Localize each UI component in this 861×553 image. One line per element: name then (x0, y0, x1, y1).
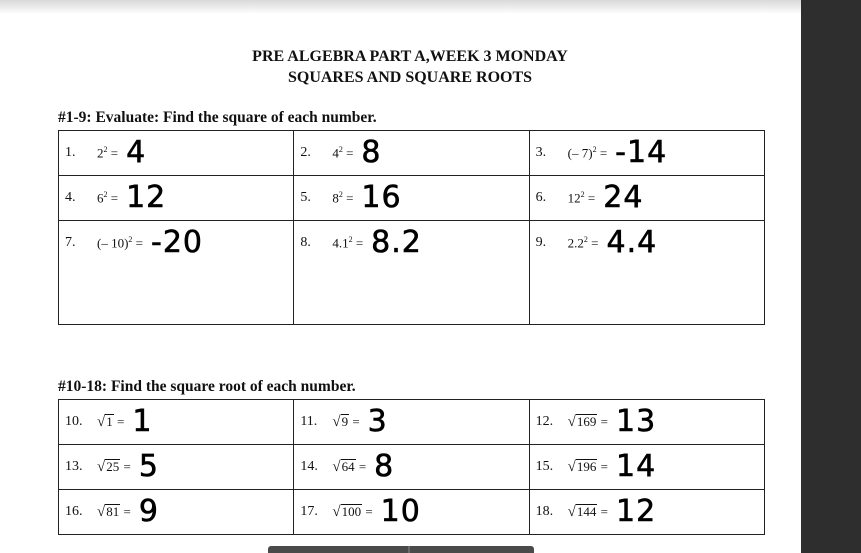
base: (– 10) (97, 235, 129, 251)
equals-sign: = (365, 503, 373, 519)
section-heading-square-roots: #10-18: Find the square root of each number. (58, 378, 356, 395)
equals-sign: = (358, 458, 367, 474)
handwritten-answer: 4.4 (606, 225, 658, 260)
problem-cell (59, 400, 294, 445)
page-subtitle: SQUARES AND SQUARE ROOTS (287, 69, 533, 86)
radicand: 1 (106, 413, 113, 429)
problem-cell (529, 221, 764, 325)
handwritten-answer: 5 (138, 449, 159, 484)
equals-sign: = (346, 145, 354, 161)
base: 2.2 (567, 235, 584, 251)
problem-cell (59, 221, 294, 325)
base: (– 7) (567, 145, 593, 161)
problem-number: 10. (65, 414, 83, 429)
base: 8 (332, 190, 339, 206)
handwritten-answer: 14 (615, 449, 657, 484)
problem-number: 5. (300, 190, 311, 205)
handwritten-answer: -14 (615, 135, 668, 170)
handwritten-answer: 13 (615, 404, 657, 439)
radicand: 81 (106, 503, 120, 519)
handwritten-answer: 12 (615, 494, 657, 529)
handwritten-answer: 12 (126, 180, 167, 215)
handwritten-answer: 24 (603, 180, 644, 215)
equals-sign: = (600, 503, 608, 519)
problem-cell (294, 131, 529, 176)
equals-sign: = (346, 190, 354, 206)
table-row (59, 400, 765, 445)
problem-cell (529, 131, 764, 176)
radical-sign: √ (97, 413, 106, 430)
equals-sign: = (116, 413, 125, 429)
equals-sign: = (123, 458, 131, 474)
equals-sign: = (600, 413, 608, 429)
problem-number: 6. (535, 190, 547, 205)
problem-number: 8. (300, 235, 311, 250)
radical-sign: √ (332, 503, 341, 520)
problem-expression (97, 190, 118, 206)
handwritten-answer: -20 (151, 225, 204, 260)
problem-expression (332, 459, 366, 476)
problem-expression (97, 235, 143, 251)
equals-sign: = (600, 458, 608, 474)
base: 6 (97, 190, 104, 206)
radicand: 169 (576, 413, 597, 429)
exponent: 2 (128, 234, 133, 244)
exponent: 2 (348, 234, 353, 244)
equals-sign: = (135, 235, 144, 251)
page-title: PRE ALGEBRA PART A,WEEK 3 MONDAY (252, 48, 568, 65)
radicand: 9 (341, 413, 349, 429)
radicand: 25 (106, 458, 120, 474)
radical-sign: √ (567, 413, 576, 430)
problem-number: 16. (65, 504, 83, 519)
exponent: 2 (103, 144, 108, 154)
section-heading-squares: #1-9: Evaluate: Find the square of each number. (58, 109, 377, 126)
problem-expression (332, 145, 353, 161)
problem-number: 14. (300, 459, 318, 474)
radical-sign: √ (97, 503, 106, 520)
problem-cell (59, 176, 294, 221)
base: 4 (332, 145, 339, 161)
table-row (59, 131, 765, 176)
problem-number: 2. (300, 145, 311, 160)
equals-sign: = (123, 503, 131, 519)
table-row (59, 445, 765, 490)
handwritten-answer: 8 (374, 449, 395, 484)
handwritten-answer: 1 (132, 404, 153, 439)
problem-number: 18. (535, 504, 554, 519)
problem-expression (97, 504, 131, 521)
base: 2 (97, 145, 104, 161)
equals-sign: = (587, 190, 596, 206)
problem-cell (529, 176, 764, 221)
problem-number: 12. (535, 414, 554, 429)
exponent: 2 (583, 234, 588, 244)
problem-number: 3. (535, 145, 547, 160)
problem-expression (332, 504, 372, 521)
equals-sign: = (599, 145, 608, 161)
problem-cell (294, 445, 529, 490)
problem-cell (59, 490, 294, 535)
problem-number: 13. (65, 459, 83, 474)
equals-sign: = (110, 190, 119, 206)
problem-expression (97, 459, 131, 476)
problem-expression (568, 414, 608, 431)
viewer-right-gutter (801, 0, 861, 553)
problem-cell (294, 221, 529, 325)
viewer-page-toolbar[interactable] (268, 546, 534, 553)
base: 4.1 (332, 235, 349, 251)
radicand: 196 (576, 458, 597, 474)
exponent: 2 (338, 144, 343, 154)
problem-expression (568, 235, 599, 251)
handwritten-answer: 3 (367, 404, 388, 439)
handwritten-answer: 16 (361, 180, 402, 215)
problem-number: 15. (535, 459, 554, 474)
handwritten-answer: 8.2 (371, 225, 422, 260)
handwritten-answer: 10 (380, 494, 421, 529)
problem-cell (294, 176, 529, 221)
problem-cell (59, 445, 294, 490)
problem-cell (294, 490, 529, 535)
handwritten-answer: 8 (361, 135, 382, 170)
problem-expression (332, 235, 363, 251)
radical-sign: √ (97, 458, 106, 475)
problem-expression (332, 414, 359, 431)
problem-number: 9. (535, 235, 547, 250)
problem-number: 1. (65, 145, 76, 160)
toolbar-divider (408, 546, 410, 553)
table-row (59, 221, 765, 325)
exponent: 2 (338, 189, 343, 199)
handwritten-answer: 4 (126, 135, 147, 170)
problem-number: 11. (300, 414, 318, 429)
problem-cell (529, 445, 764, 490)
exponent: 2 (103, 189, 108, 199)
handwritten-answer: 9 (138, 494, 159, 529)
problem-cell (529, 400, 764, 445)
square-roots-table (58, 399, 765, 535)
exponent: 2 (580, 189, 585, 199)
problem-number: 4. (65, 190, 76, 205)
squares-table (58, 130, 765, 325)
base: 12 (567, 190, 581, 206)
equals-sign: = (591, 235, 599, 251)
table-row (59, 176, 765, 221)
radicand: 100 (341, 503, 362, 519)
problem-cell (529, 490, 764, 535)
problem-expression (568, 190, 596, 206)
equals-sign: = (110, 145, 119, 161)
problem-expression (568, 145, 608, 161)
equals-sign: = (355, 235, 364, 251)
problem-number: 7. (65, 235, 76, 250)
radical-sign: √ (567, 503, 576, 520)
radical-sign: √ (332, 458, 341, 475)
radical-sign: √ (332, 413, 341, 430)
equals-sign: = (352, 413, 360, 429)
problem-expression (332, 190, 353, 206)
problem-expression (97, 414, 124, 431)
page-top-shadow (0, 0, 801, 14)
problem-cell (59, 131, 294, 176)
radicand: 64 (341, 458, 355, 474)
radicand: 144 (576, 503, 597, 519)
problem-expression (97, 145, 118, 161)
problem-cell (294, 400, 529, 445)
problem-number: 17. (300, 504, 318, 519)
problem-expression (568, 459, 608, 476)
radical-sign: √ (567, 458, 576, 475)
exponent: 2 (592, 144, 597, 154)
problem-expression (568, 504, 608, 521)
table-row (59, 490, 765, 535)
